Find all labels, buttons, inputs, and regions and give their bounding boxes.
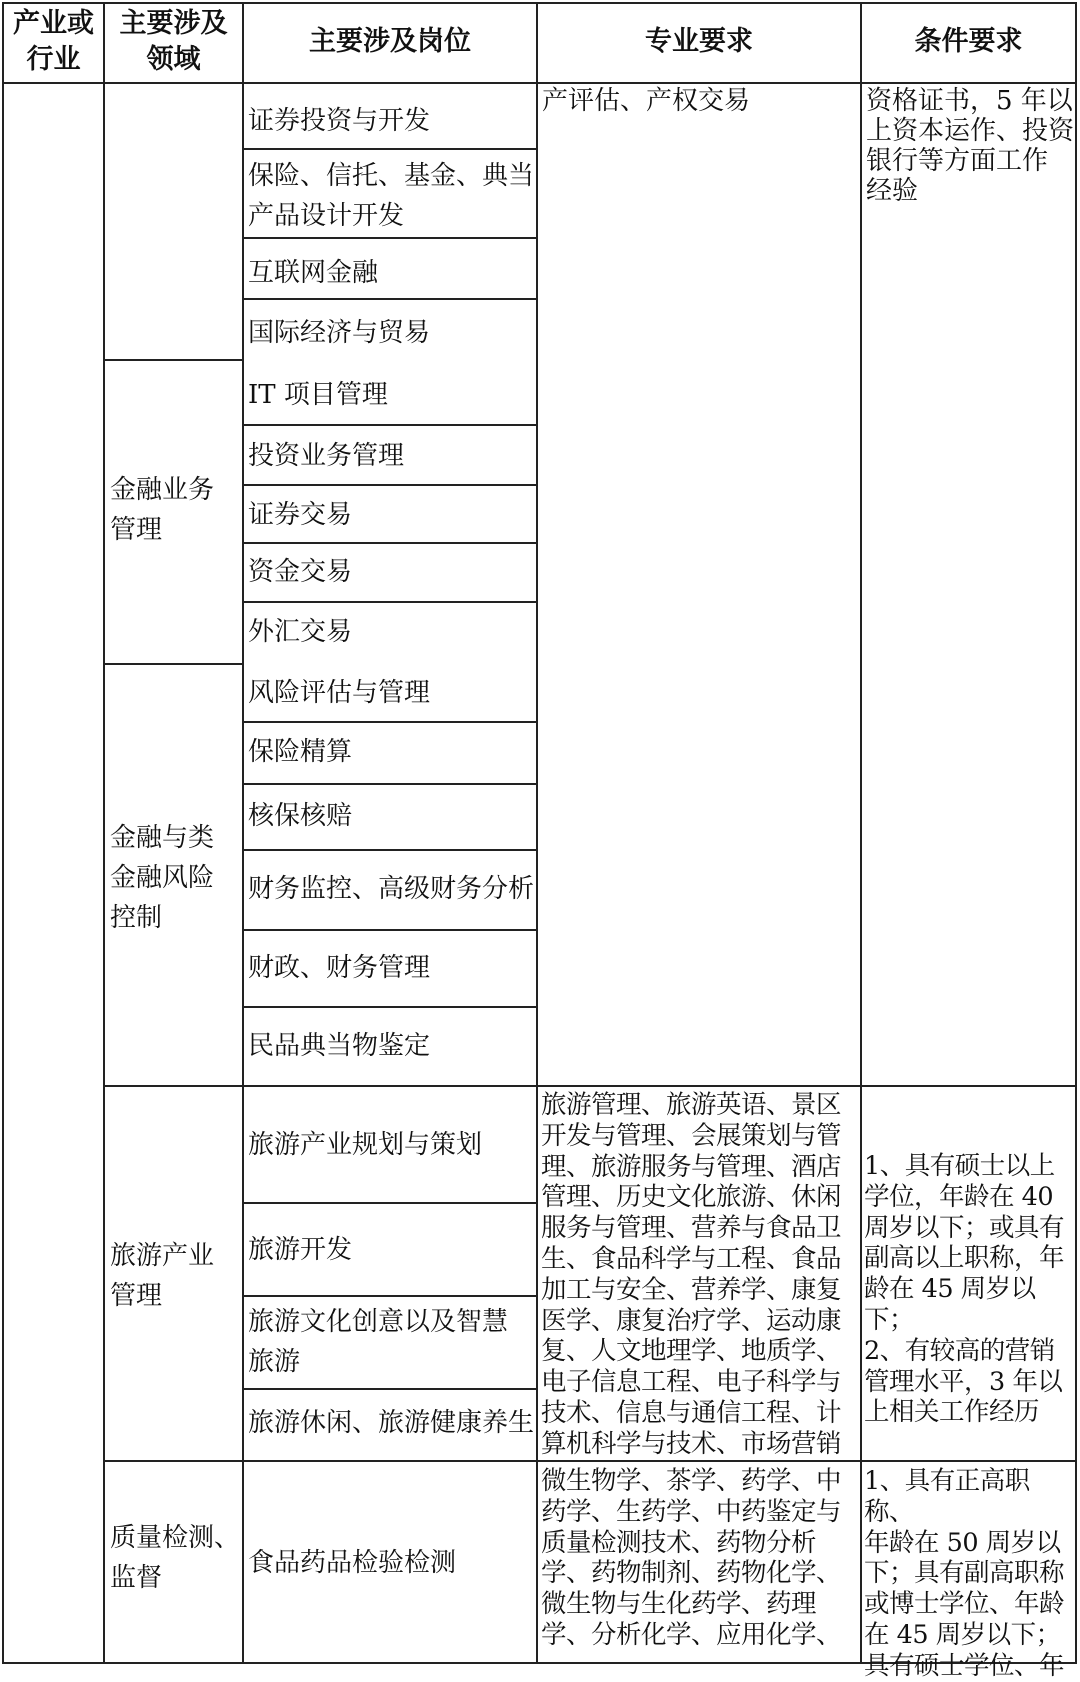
position-cell: 证券投资与开发 [248, 106, 431, 136]
position-separator [242, 298, 536, 300]
field-separator [103, 663, 242, 665]
field-separator [103, 1085, 536, 1087]
position-separator [242, 148, 536, 150]
column-divider-3 [536, 2, 538, 1664]
header-industry: 产业或 行业 [13, 8, 94, 75]
position-cell: 保险精算 [248, 737, 353, 767]
column-divider-2 [242, 2, 244, 1664]
position-separator [242, 1006, 536, 1008]
position-cell: 食品药品检验检测 [248, 1548, 457, 1578]
condition-cell-continued: 资格证书，5 年以 上资本运作、投资 银行等方面工作 经验 [866, 86, 1075, 206]
table-border-left [2, 2, 4, 1664]
position-cell: 旅游文化创意以及智慧 旅游 [248, 1307, 509, 1377]
major-cell-quality: 微生物学、茶学、药学、中 药学、生药学、中药鉴定与 质量检测技术、药物分析 学、药物制剂、药物化学、 微生物与生化药学、药理 学、分析化学、应用化学、 [541, 1466, 842, 1650]
position-separator [242, 237, 536, 239]
header-condition: 条件要求 [914, 26, 1023, 57]
position-cell: 旅游休闲、旅游健康养生 [248, 1408, 535, 1438]
field-cell-tourism: 旅游产业 管理 [110, 1241, 215, 1311]
position-separator [242, 1202, 536, 1204]
position-cell: 风险评估与管理 [248, 678, 431, 708]
position-separator [242, 542, 536, 544]
table-border-top [2, 2, 1077, 4]
position-cell: 财政、财务管理 [248, 953, 431, 983]
column-divider-1 [103, 2, 105, 1664]
position-separator [242, 1388, 536, 1390]
field-separator [103, 359, 242, 361]
field-cell-finance-risk: 金融与类 金融风险 控制 [110, 823, 215, 933]
field-cell-quality: 质量检测、 监督 [110, 1523, 241, 1593]
position-cell: 民品典当物鉴定 [248, 1031, 431, 1061]
position-separator [242, 929, 536, 931]
position-separator [242, 601, 536, 603]
major-cell-continued: 产评估、产权交易 [542, 86, 751, 116]
position-separator [242, 783, 536, 785]
position-cell: 旅游开发 [248, 1235, 353, 1265]
position-cell: IT 项目管理 [248, 380, 388, 410]
position-separator [242, 424, 536, 426]
header-bottom-border [2, 82, 1077, 84]
condition-cell-tourism: 1、具有硕士以上 学位，年龄在 40 周岁以下；或具有 副高以上职称，年 龄在 45 周岁以下； 2、有较高的营销 管理水平，3 年以 上相关工作经历 [864, 1151, 1065, 1428]
position-cell: 旅游产业规划与策划 [248, 1130, 483, 1160]
field-separator [103, 1460, 1075, 1462]
header-field: 主要涉及 领域 [119, 8, 228, 75]
position-separator [242, 721, 536, 723]
position-cell: 投资业务管理 [248, 441, 405, 471]
major-condition-separator [536, 1085, 1075, 1087]
position-cell: 外汇交易 [248, 617, 353, 647]
position-cell: 资金交易 [248, 557, 353, 587]
header-position: 主要涉及岗位 [309, 26, 471, 57]
position-cell: 证券交易 [248, 500, 353, 530]
position-cell: 保险、信托、基金、典当 产品设计开发 [248, 161, 535, 231]
field-cell-finance-business: 金融业务 管理 [110, 475, 215, 545]
position-separator [242, 849, 536, 851]
position-cell: 国际经济与贸易 [248, 318, 431, 348]
condition-cell-quality: 1、具有正高职称、 年龄在 50 周岁以 下；具有副高职称 或博士学位、年龄 在 45 周岁以下； 具有硕士学位、年 [864, 1466, 1065, 1681]
position-separator [242, 1295, 536, 1297]
position-cell: 财务监控、高级财务分析 [248, 874, 535, 904]
position-cell: 互联网金融 [248, 258, 379, 288]
position-cell: 核保核赔 [248, 801, 353, 831]
major-cell-tourism: 旅游管理、旅游英语、景区 开发与管理、会展策划与管 理、旅游服务与管理、酒店 管理、历史文化旅游、休闲 服务与管理、营养与食品卫 生、食品科学与工程、食品 加工与安全、营养学、康复 医学、康复治疗学、运动康 复、人文地理学、地质学、 电子信息工程、电子科学与 技术、信息与通信工程、计 算机科学与技术、市场营销 [541, 1090, 842, 1459]
header-major: 专业要求 [645, 26, 753, 57]
position-separator [242, 484, 536, 486]
